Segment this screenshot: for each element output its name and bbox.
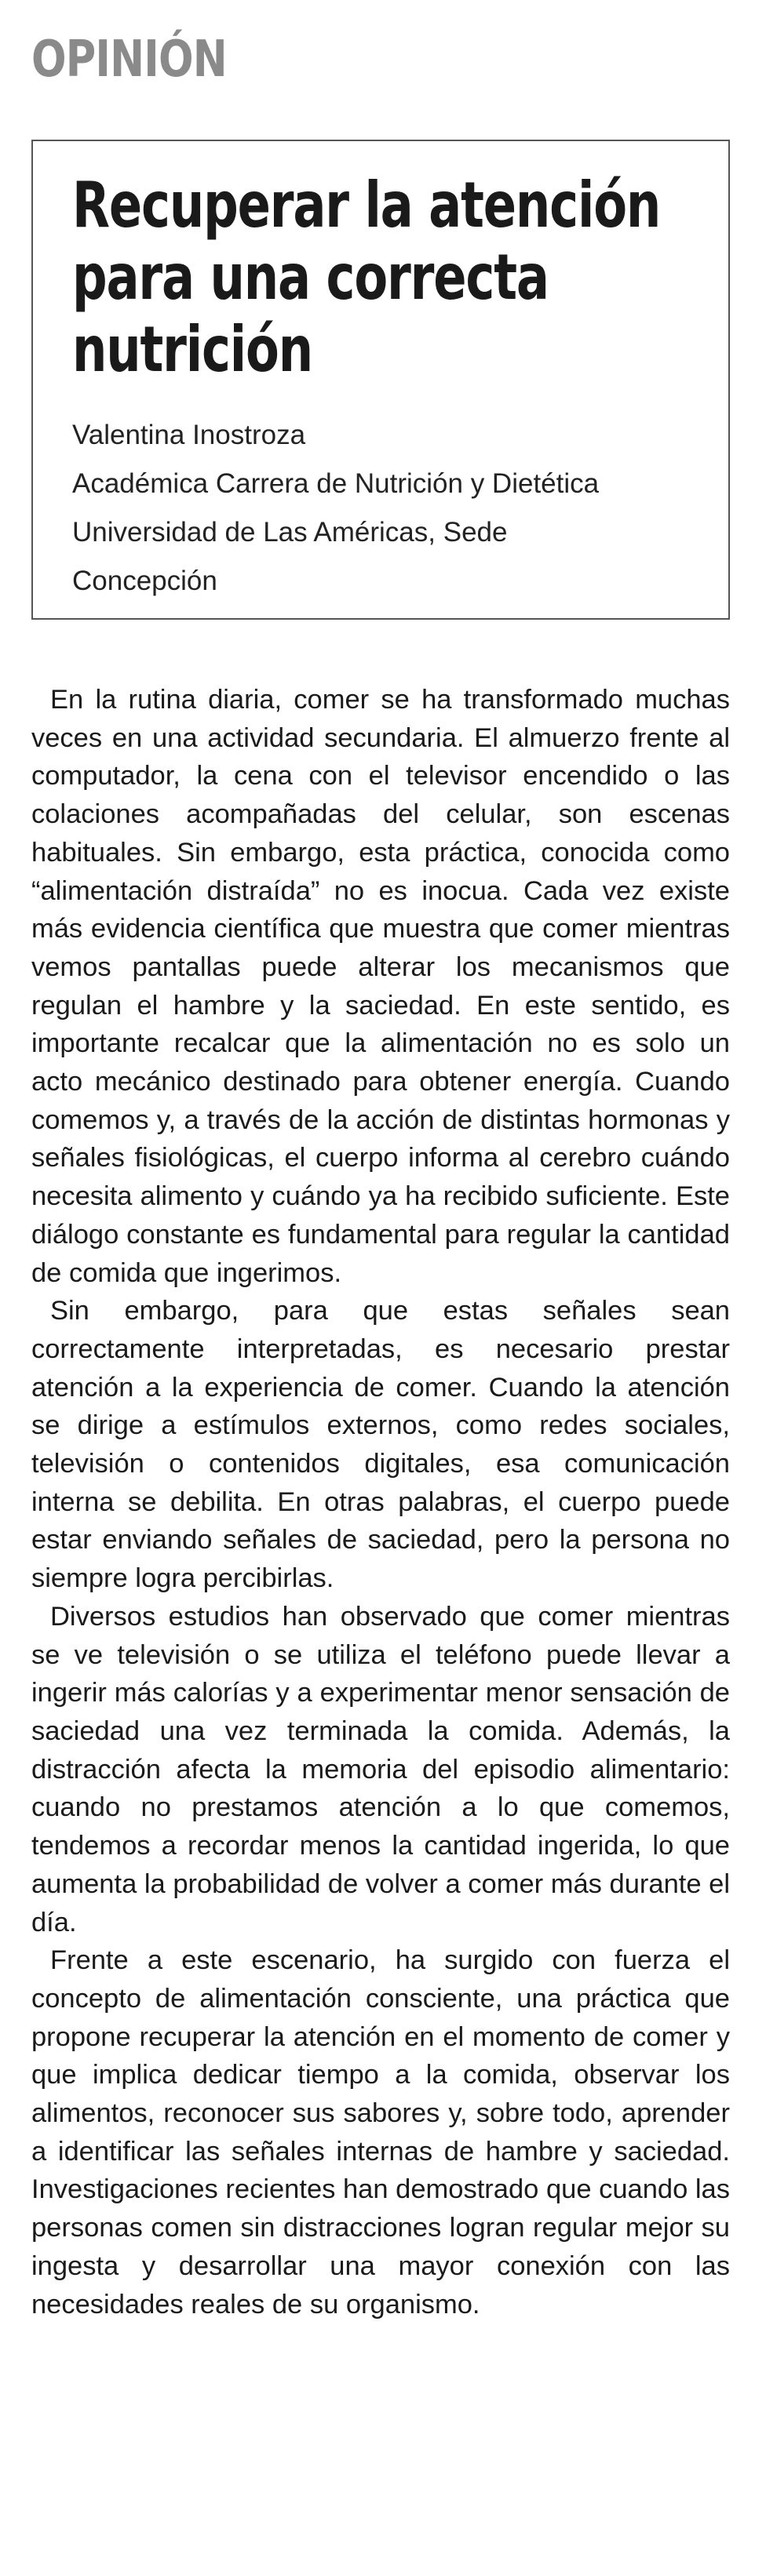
article-paragraph: Sin embargo, para que estas señales sean correctamente interpretadas, es necesario prestar atención a la experiencia de comer. Cuando la atención se dirige a estímulos externos, como redes sociales, televisión o contenidos digitales, esa comunicación interna se debilita. En otras palabras, el cuerpo puede estar enviando señales de saciedad, pero la persona no siempre logra percibirlas. [31,1296,730,1594]
author-location: Concepción [72,566,217,596]
author-role: Académica Carrera de Nutrición y Dietética [72,468,600,499]
article-header-box [31,140,730,620]
article-paragraph: Diversos estudios han observado que comer mientras se ve televisión o se utiliza el teléfono puede llevar a ingerir más calorías y a experimentar menor sensación de saciedad una vez terminada la comida. Además, la distracción afecta la memoria del episodio alimentario: cuando no prestamos atención a lo que comemos, tendemos a recordar menos la cantidad ingerida, lo que aumenta la probabilidad de volver a comer más durante el día. [31,1601,730,1937]
article-paragraph: En la rutina diaria, comer se ha transformado muchas veces en una actividad secundaria. El almuerzo frente al computador, la cena con el televisor encendido o las colaciones acompañadas del celular, son escenas habituales. Sin embargo, esta práctica, conocida como “alimentación distraída” no es inocua. Cada vez existe más evidencia científica que muestra que comer mientras vemos pantallas puede alterar los mecanismos que regulan el hambre y la saciedad. En este sentido, es importante recalcar que la alimentación no es solo un acto mecánico destinado para obtener energía. Cuando comemos y, a través de la acción de distintas hormonas y señales fisiológicas, el cuerpo informa al cerebro cuándo necesita alimento y cuándo ya ha recibido suficiente. Este diálogo constante es fundamental para regular la cantidad de comida que ingerimos. [31,685,730,1288]
article-headline: Recuperar la atención para una correcta nutrición [72,169,661,386]
author-institution: Universidad de Las Américas, Sede [72,517,508,548]
author-byline [72,411,599,606]
article-paragraph: Frente a este escenario, ha surgido con fuerza el concepto de alimentación consciente, una práctica que propone recuperar la atención en el momento de comer y que implica dedicar tiempo a la comida, observar los alimentos, reconocer sus sabores y, sobre todo, aprender a identificar las señales internas de hambre y saciedad. Investigaciones recientes han demostrado que cuando las personas comen sin distracciones logran regular mejor su ingesta y desarrollar una mayor conexión con las necesidades reales de su organismo. [31,1945,730,2319]
author-name: Valentina Inostroza [72,420,306,450]
section-label: OPINIÓN [31,31,227,89]
article-body [31,681,730,2323]
